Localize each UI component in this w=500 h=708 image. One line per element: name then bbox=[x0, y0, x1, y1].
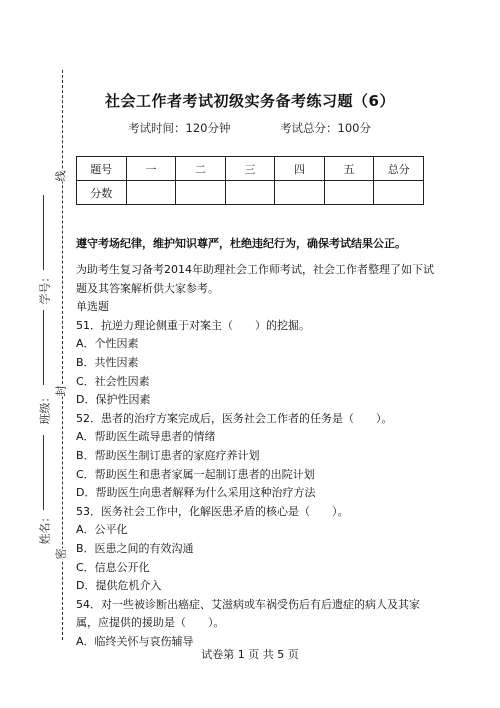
score-table-score-row bbox=[77, 181, 424, 205]
class-label: 班级： bbox=[38, 391, 52, 425]
score-table-header-row bbox=[77, 157, 424, 181]
binding-char-secret: 密 bbox=[54, 548, 68, 560]
question-content bbox=[76, 261, 436, 651]
score-cell bbox=[324, 181, 374, 205]
question-stem: 53．医务社会工作中，化解医患矛盾的核心是（ ）。 bbox=[76, 504, 349, 518]
exam-time: 考试时间：120分钟 bbox=[128, 121, 231, 135]
question-option: A．帮助医生疏导患者的情绪 bbox=[76, 430, 216, 444]
score-cell bbox=[374, 181, 424, 205]
question-option: C．社会性因素 bbox=[76, 374, 150, 388]
binding-char-seal: 封 bbox=[54, 385, 68, 397]
score-table-header: 四 bbox=[275, 157, 325, 181]
class-field bbox=[43, 310, 44, 385]
section-heading: 单选题 bbox=[76, 300, 109, 314]
student-id-label: 学号： bbox=[38, 271, 52, 305]
question-option: B．医患之间的有效沟通 bbox=[76, 541, 194, 555]
score-row-label: 分数 bbox=[77, 181, 127, 205]
question-option: B．共性因素 bbox=[76, 355, 139, 369]
score-table-header: 三 bbox=[225, 157, 275, 181]
score-cell bbox=[225, 181, 275, 205]
question-option: A．个性因素 bbox=[76, 337, 139, 351]
score-table-header: 二 bbox=[176, 157, 226, 181]
score-table-header: 题号 bbox=[77, 157, 127, 181]
question-option: D．提供危机介入 bbox=[76, 579, 162, 593]
score-cell bbox=[275, 181, 325, 205]
name-field bbox=[43, 435, 44, 510]
question-option: B．帮助医生制订患者的家庭疗养计划 bbox=[76, 448, 260, 462]
score-table-header: 一 bbox=[126, 157, 176, 181]
exam-notice: 遵守考场纪律，维护知识尊严，杜绝违纪行为，确保考试结果公正。 bbox=[76, 237, 406, 250]
question-stem: 54．对一些被诊断出癌症、艾滋病或车祸受伤后有后遗症的病人及其家属，应提供的援助是（ ）。 bbox=[76, 597, 420, 630]
intro-paragraph: 为助考生复习备考2014年助理社会工作师考试，社会工作者整理了如下试题及其答案解析供大家参考。 bbox=[76, 263, 434, 295]
question-option: D．保护性因素 bbox=[76, 393, 151, 407]
question-option: C．信息公开化 bbox=[76, 560, 150, 574]
score-table-header: 总分 bbox=[374, 157, 424, 181]
question-option: A．临终关怀与哀伤辅导 bbox=[76, 634, 194, 648]
question-stem: 51．抗逆力理论侧重于对案主（ ）的挖掘。 bbox=[76, 318, 310, 332]
score-table-header: 五 bbox=[324, 157, 374, 181]
name-label: 姓名： bbox=[38, 511, 52, 545]
binding-char-line: 线 bbox=[54, 170, 68, 182]
score-cell bbox=[176, 181, 226, 205]
question-stem: 52．患者的治疗方案完成后，医务社会工作者的任务是（ ）。 bbox=[76, 411, 393, 425]
page-footer: 试卷第 1 页 共 5 页 bbox=[201, 648, 299, 661]
question-option: D．帮助医生向患者解释为什么采用这种治疗方法 bbox=[76, 486, 316, 500]
exam-score: 考试总分：100分 bbox=[280, 121, 371, 135]
question-option: C．帮助医生和患者家属一起制订患者的出院计划 bbox=[76, 467, 315, 481]
question-option: A．公平化 bbox=[76, 523, 128, 537]
score-table bbox=[76, 156, 424, 205]
score-cell bbox=[126, 181, 176, 205]
page-title: 社会工作者考试初级实务备考练习题（6） bbox=[105, 92, 395, 110]
student-id-field bbox=[43, 195, 44, 270]
